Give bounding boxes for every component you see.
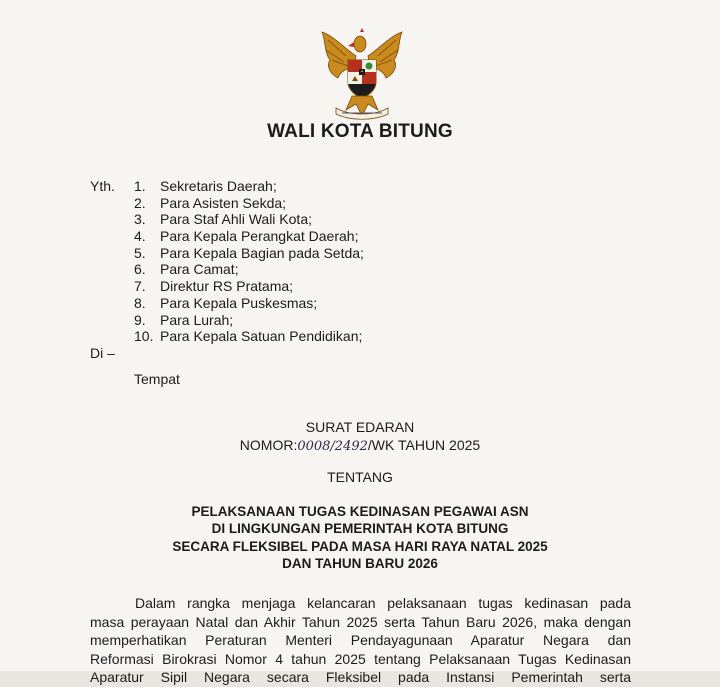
list-item: 7. Direktur RS Pratama;: [134, 278, 294, 295]
addressee-label: Yth.: [90, 178, 115, 194]
recipient-list: [134, 178, 364, 345]
list-item: 5. Para Kepala Bagian pada Setda;: [134, 244, 364, 261]
handwritten-number: 0008/2492: [297, 439, 368, 454]
subject-heading: [0, 503, 720, 573]
list-item: 1. Sekretaris Daerah;: [134, 178, 277, 194]
body-line: masa perayaan Natal dan Akhir Tahun 2025 serta Tahun Baru 2026, maka dengan: [90, 613, 631, 630]
list-item: 10. Para Kepala Satuan Pendidikan;: [134, 328, 363, 345]
garuda-emblem-icon: [316, 26, 408, 122]
location-label: Di –: [90, 345, 115, 361]
subject-line: SECARA FLEKSIBEL PADA MASA HARI RAYA NATAL 2025: [172, 538, 548, 554]
location-place: Tempat: [134, 371, 180, 387]
list-item: 2. Para Asisten Sekda;: [134, 194, 287, 211]
body-line: Dalam rangka menjaga kelancaran pelaksanaan tugas kedinasan pada: [135, 595, 631, 611]
body-line: memperhatikan Peraturan Menteri Pendayagunaan Aparatur Negara dan: [90, 632, 631, 649]
body-line: Aparatur Sipil Negara secara Fleksibel pada Instansi Pemerintah serta: [90, 669, 631, 686]
document-number: NOMOR:0008/2492/WK TAHUN 2025: [239, 437, 481, 454]
list-item: 9. Para Lurah;: [134, 311, 234, 328]
organization-title: WALI KOTA BITUNG: [267, 121, 453, 142]
body-line: Reformasi Birokrasi Nomor 4 tahun 2025 tentang Pelaksanaan Tugas Kedinasan: [90, 650, 631, 667]
document-type: SURAT EDARAN: [305, 419, 415, 435]
body-paragraph: [90, 594, 631, 687]
subject-line: DAN TAHUN BARU 2026: [282, 556, 438, 572]
regarding-label: TENTANG: [327, 469, 393, 485]
list-item: 6. Para Camat;: [134, 261, 239, 278]
list-item: 3. Para Staf Ahli Wali Kota;: [134, 211, 312, 228]
list-item: 4. Para Kepala Perangkat Daerah;: [134, 228, 359, 245]
subject-line: PELAKSANAAN TUGAS KEDINASAN PEGAWAI ASN: [191, 504, 529, 519]
subject-line: DI LINGKUNGAN PEMERINTAH KOTA BITUNG: [211, 521, 509, 537]
list-item: 8. Para Kepala Puskesmas;: [134, 294, 318, 311]
